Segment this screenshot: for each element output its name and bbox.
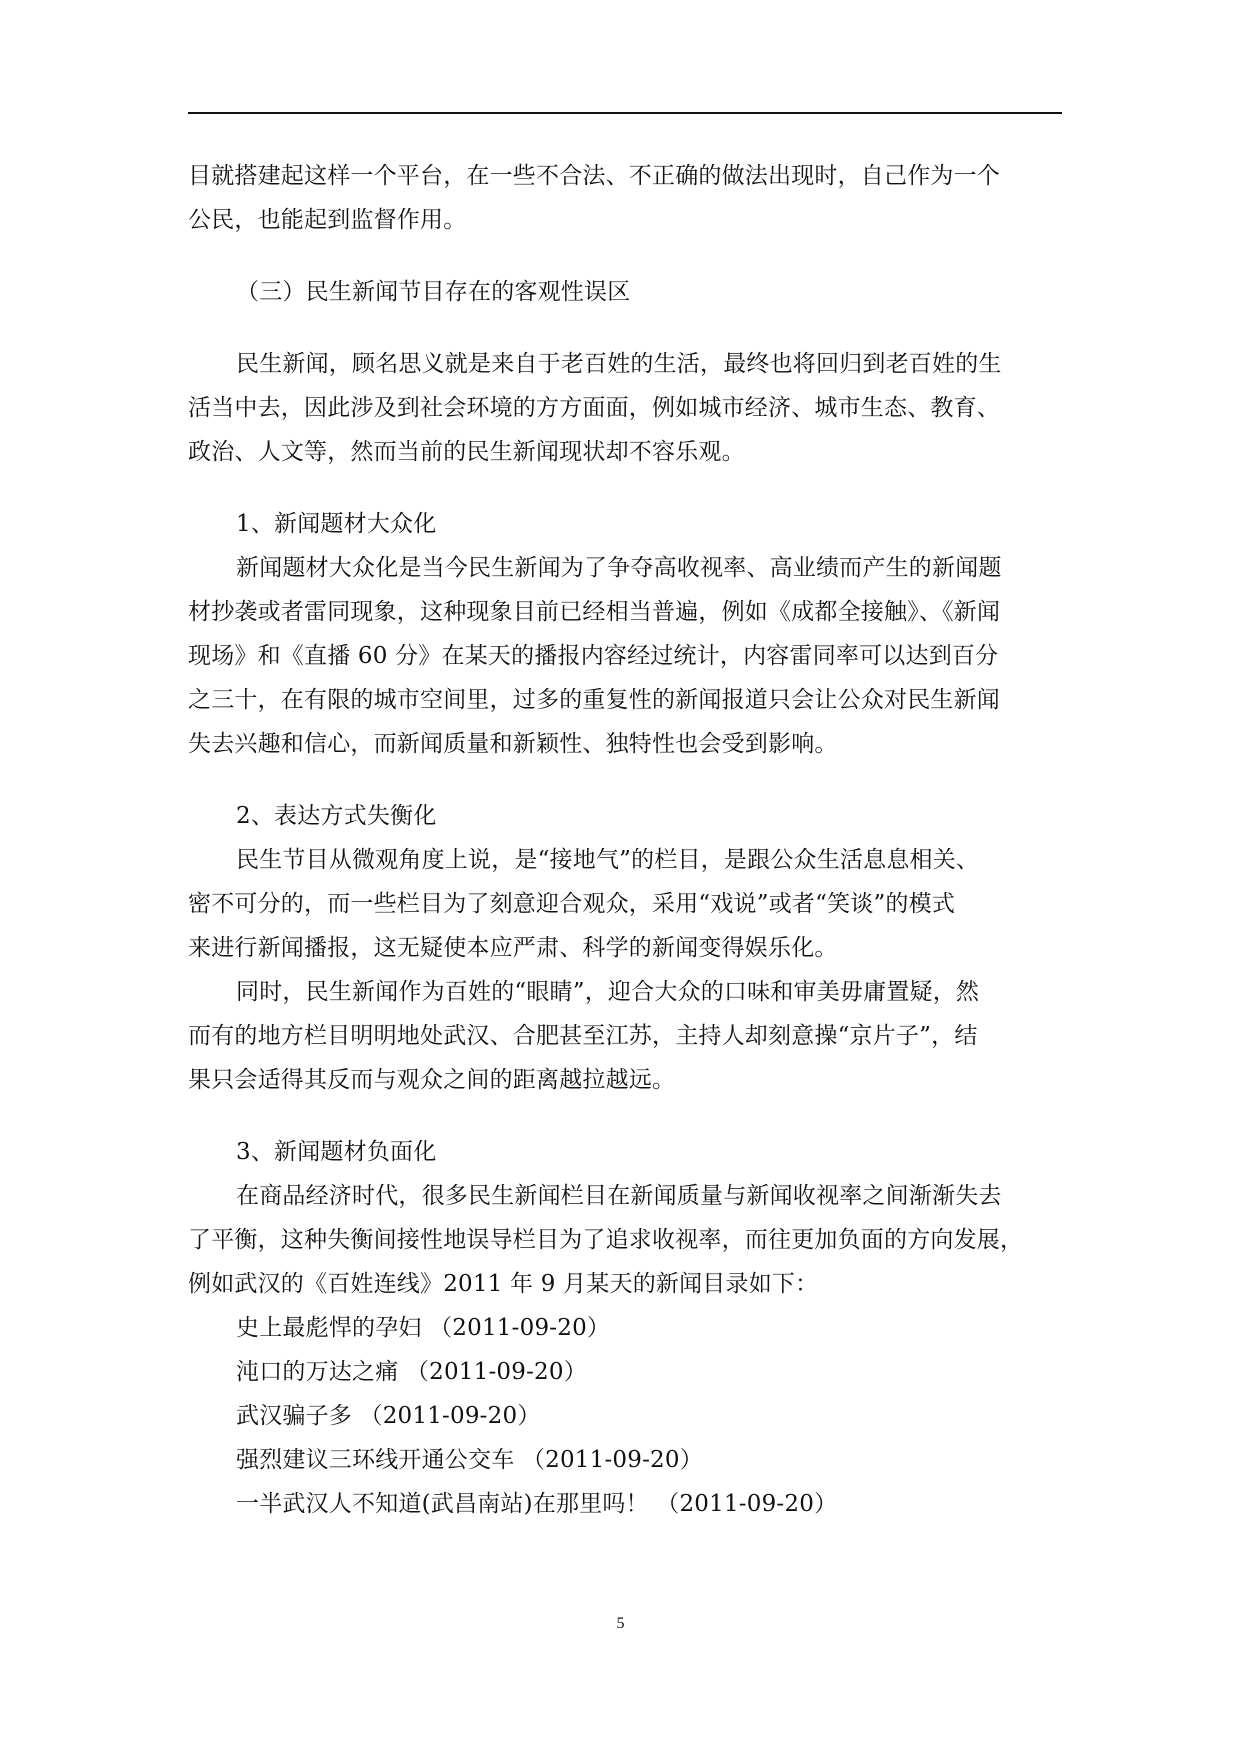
- document-body: [188, 154, 1062, 1526]
- section-heading: （三）民生新闻节目存在的客观性误区: [236, 279, 631, 305]
- paragraph-line: 之三十，在有限的城市空间里，过多的重复性的新闻报道只会让公众对民生新闻: [188, 687, 1000, 713]
- header-rule: [188, 112, 1062, 114]
- subsection-heading-2: 2、表达方式失衡化: [236, 803, 437, 829]
- paragraph-line: 而有的地方栏目明明地处武汉、合肥甚至江苏，主持人却刻意操“京片子”，结: [188, 1023, 978, 1049]
- paragraph-line: 活当中去，因此涉及到社会环境的方方面面，例如城市经济、城市生态、教育、: [188, 395, 1000, 421]
- subsection-heading-3: 3、新闻题材负面化: [236, 1139, 437, 1165]
- paragraph-line: 现场》和《直播 60 分》在某天的播报内容经过统计，内容雷同率可以达到百分: [188, 643, 999, 669]
- paragraph-line: 新闻题材大众化是当今民生新闻为了争夺高收视率、高业绩而产生的新闻题: [236, 555, 1002, 581]
- news-list-item: 一半武汉人不知道(武昌南站)在那里吗！ （2011-09-20）: [236, 1491, 838, 1517]
- paragraph-line: 公民，也能起到监督作用。: [188, 207, 467, 233]
- paragraph-line: 果只会适得其反而与观众之间的距离越拉越远。: [188, 1067, 676, 1093]
- paragraph-line: 例如武汉的《百姓连线》2011 年 9 月某天的新闻目录如下：: [188, 1271, 819, 1297]
- paragraph-line: 同时，民生新闻作为百姓的“眼睛”，迎合大众的口味和审美毋庸置疑，然: [236, 979, 980, 1005]
- paragraph-line: 失去兴趣和信心，而新闻质量和新颖性、独特性也会受到影响。: [188, 731, 838, 757]
- paragraph-line: 民生新闻，顾名思义就是来自于老百姓的生活，最终也将回归到老百姓的生: [236, 351, 1002, 377]
- paragraph-line: 材抄袭或者雷同现象，这种现象目前已经相当普遍，例如《成都全接触》、《新闻: [188, 599, 1001, 625]
- paragraph-line: 了平衡，这种失衡间接性地误导栏目为了追求收视率，而往更加负面的方向发展，: [188, 1227, 1024, 1253]
- paragraph-line: 政治、人文等，然而当前的民生新闻现状却不容乐观。: [188, 439, 745, 465]
- news-list-item: 沌口的万达之痛 （2011-09-20）: [236, 1359, 587, 1385]
- news-list-item: 强烈建议三环线开通公交车 （2011-09-20）: [236, 1447, 703, 1473]
- page-number: 5: [616, 1615, 625, 1632]
- paragraph-line: 民生节目从微观角度上说，是“接地气”的栏目，是跟公众生活息息相关、: [236, 847, 980, 873]
- subsection-heading-1: 1、新闻题材大众化: [236, 511, 437, 537]
- paragraph-line: 密不可分的，而一些栏目为了刻意迎合观众，采用“戏说”或者“笑谈”的模式: [188, 891, 956, 917]
- paragraph-line: 来进行新闻播报，这无疑使本应严肃、科学的新闻变得娱乐化。: [188, 935, 838, 961]
- paragraph-line: 目就搭建起这样一个平台，在一些不合法、不正确的做法出现时，自己作为一个: [188, 163, 1000, 189]
- paragraph-line: 在商品经济时代，很多民生新闻栏目在新闻质量与新闻收视率之间渐渐失去: [236, 1183, 1002, 1209]
- news-list-item: 史上最彪悍的孕妇 （2011-09-20）: [236, 1315, 611, 1341]
- news-list-item: 武汉骗子多 （2011-09-20）: [236, 1403, 541, 1429]
